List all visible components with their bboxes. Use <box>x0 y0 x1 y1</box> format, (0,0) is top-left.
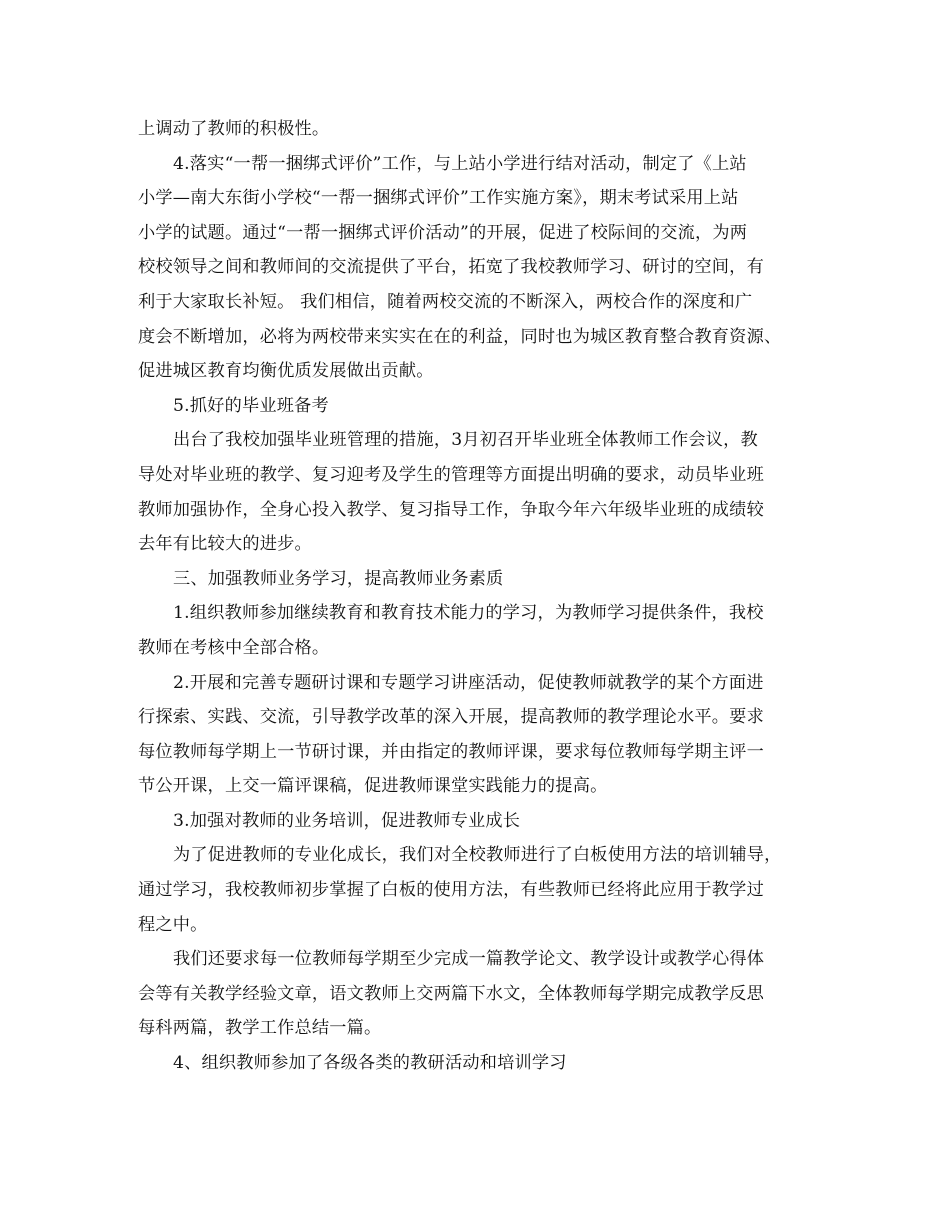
text-line: 5.抓好的毕业班备考 <box>173 395 329 416</box>
text-line: 我们还要求每一位教师每学期至少完成一篇教学论文、教学设计或教学心得体 <box>173 949 765 970</box>
text-line: 导处对毕业班的教学、复习迎考及学生的管理等方面提出明确的要求，动员毕业班 <box>138 464 764 485</box>
text-line: 节公开课，上交一篇评课稿，促进教师课堂实践能力的提高。 <box>138 776 608 797</box>
text-line: 出台了我校加强毕业班管理的措施，3月初召开毕业班全体教师工作会议，教 <box>173 430 758 451</box>
text-line: 度会不断增加，必将为两校带来实实在在的利益，同时也为城区教育整合教育资源、 <box>138 326 782 347</box>
text-line: 利于大家取长补短。 我们相信，随着两校交流的不断深入，两校合作的深度和广 <box>138 291 753 312</box>
text-line: 行探索、实践、交流，引导教学改革的深入开展，提高教师的教学理论水平。要求 <box>138 707 764 728</box>
text-line: 教师加强协作，全身心投入教学、复习指导工作，争取今年六年级毕业班的成绩较 <box>138 499 764 520</box>
text-line: 每位教师每学期上一节研讨课，并由指定的教师评课，要求每位教师每学期主评一 <box>138 741 764 762</box>
section-heading: 三、加强教师业务学习，提高教师业务素质 <box>173 568 504 589</box>
text-line: 上调动了教师的积极性。 <box>138 119 330 139</box>
text-line: 4、组织教师参加了各级各类的教研活动和培训学习 <box>173 1053 567 1074</box>
text-line: 3.加强对教师的业务培训，促进教师专业成长 <box>173 810 521 831</box>
text-line: 每科两篇，教学工作总结一篇。 <box>138 1018 382 1039</box>
text-line: 教师在考核中全部合格。 <box>138 637 330 658</box>
text-line: 校校领导之间和教师间的交流提供了平台，拓宽了我校教师学习、研讨的空间，有 <box>138 257 764 278</box>
document-page <box>138 112 818 1081</box>
text-line: 程之中。 <box>138 914 208 935</box>
text-line: 4.落实“一帮一捆绑式评价”工作，与上站小学进行结对活动，制定了《上站 <box>173 153 747 174</box>
text-line: 去年有比较大的进步。 <box>138 534 312 555</box>
text-line: 1.组织教师参加继续教育和教育技术能力的学习，为教师学习提供条件，我校 <box>173 603 764 624</box>
text-line: 小学—南大东街小学校“一帮一捆绑式评价”工作实施方案》，期末考试采用上站 <box>138 188 739 209</box>
text-line: 促进城区教育均衡优质发展做出贡献。 <box>138 361 434 382</box>
text-line: 为了促进教师的专业化成长，我们对全校教师进行了白板使用方法的培训辅导， <box>173 845 782 866</box>
text-line: 会等有关教学经验文章，语文教师上交两篇下水文，全体教师每学期完成教学反思 <box>138 983 764 1004</box>
text-line: 小学的试题。通过“一帮一捆绑式评价活动”的开展，促进了校际间的交流，为两 <box>138 222 748 243</box>
text-line: 2.开展和完善专题研讨课和专题学习讲座活动，促使教师就教学的某个方面进 <box>173 672 764 693</box>
text-line: 通过学习，我校教师初步掌握了白板的使用方法，有些教师已经将此应用于教学过 <box>138 880 764 901</box>
